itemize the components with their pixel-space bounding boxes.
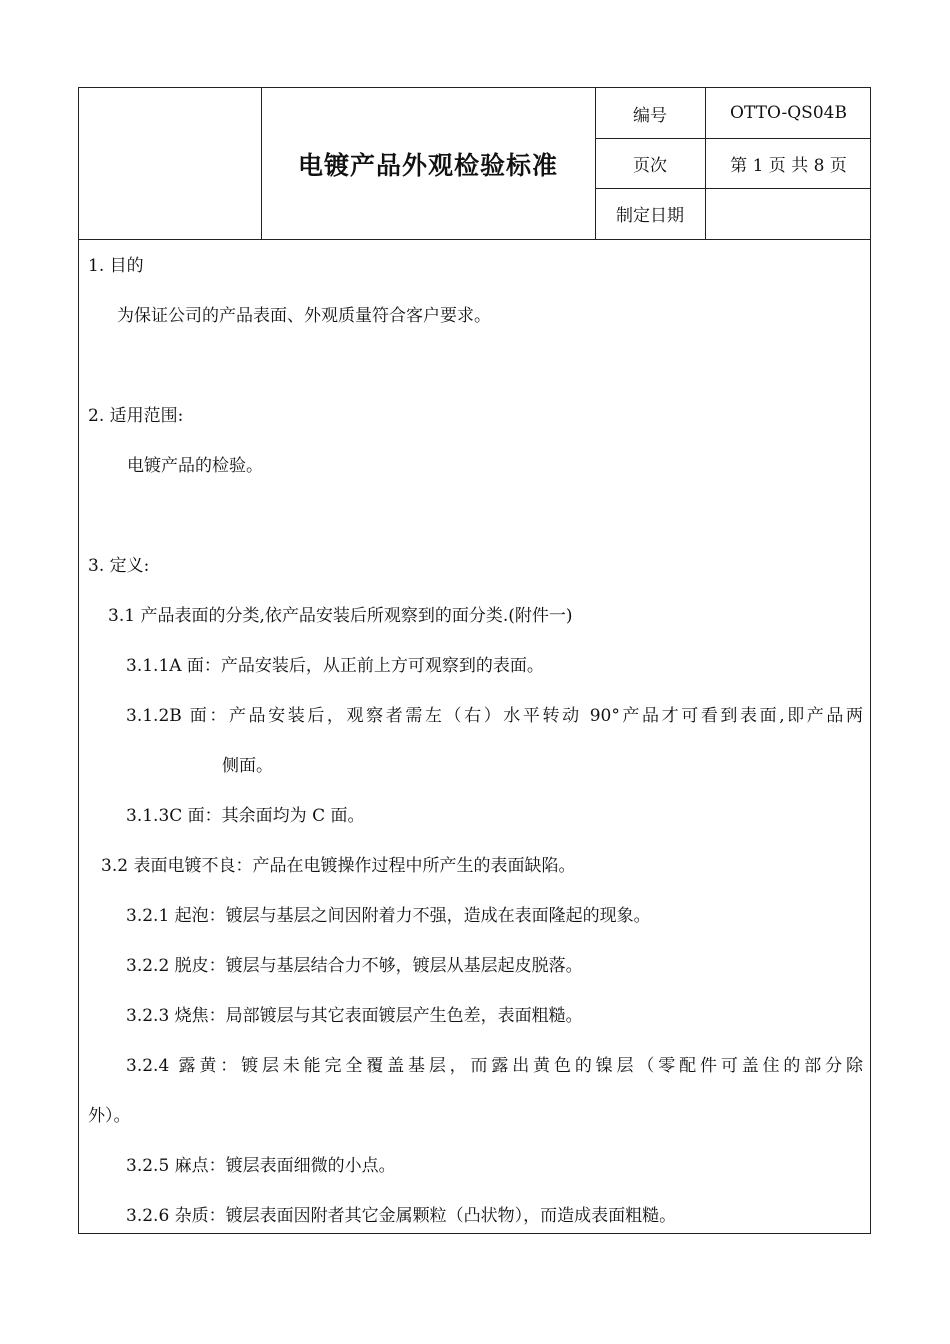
field-label-date: 制定日期 bbox=[616, 206, 684, 226]
section-heading: 2. 适用范围: bbox=[88, 406, 184, 426]
field-label-code: 编号 bbox=[633, 105, 667, 126]
document-body bbox=[79, 240, 870, 1233]
paragraph: 电镀产品的检验。 bbox=[127, 456, 263, 476]
section-heading: 3. 定义: bbox=[88, 556, 150, 576]
paragraph: 为保证公司的产品表面、外观质量符合客户要求。 bbox=[117, 306, 491, 326]
section-heading: 1. 目的 bbox=[88, 256, 144, 276]
definition-item: 3.2.3 烧焦：局部镀层与其它表面镀层产生色差，表面粗糙。 bbox=[126, 1006, 583, 1026]
field-label-page: 页次 bbox=[633, 155, 667, 176]
definition-item: 3.1 产品表面的分类,依产品安装后所观察到的面分类.(附件一) bbox=[108, 606, 573, 626]
definition-item: 3.2.5 麻点：镀层表面细微的小点。 bbox=[126, 1156, 396, 1176]
logo-cell bbox=[79, 88, 261, 239]
definition-item: 3.1.2B 面：产品安装后，观察者需左（右）水平转动 90°产品才可看到表面,即产品两 bbox=[126, 706, 863, 726]
definition-item-continuation: 侧面。 bbox=[222, 756, 273, 776]
field-value-date bbox=[705, 188, 872, 239]
definition-item: 3.1.1A 面：产品安装后，从正前上方可观察到的表面。 bbox=[126, 656, 544, 676]
definition-item: 3.2.6 杂质：镀层表面因附者其它金属颗粒（凸状物），而造成表面粗糙。 bbox=[126, 1206, 677, 1226]
definition-item: 3.2 表面电镀不良：产品在电镀操作过程中所产生的表面缺陷。 bbox=[101, 856, 576, 876]
document-title: 电镀产品外观检验标准 bbox=[297, 150, 558, 180]
definition-item: 3.2.1 起泡：镀层与基层之间因附着力不强，造成在表面隆起的现象。 bbox=[126, 906, 651, 926]
definition-item-continuation: 外）。 bbox=[88, 1106, 131, 1126]
field-value-page: 第 1 页 共 8 页 bbox=[730, 155, 847, 176]
definition-item: 3.2.2 脱皮：镀层与基层结合力不够，镀层从基层起皮脱落。 bbox=[126, 956, 583, 976]
document-frame bbox=[78, 87, 871, 1234]
definition-item: 3.1.3C 面：其余面均为 C 面。 bbox=[126, 806, 365, 826]
definition-item: 3.2.4 露黄：镀层未能完全覆盖基层，而露出黄色的镍层（零配件可盖住的部分除 bbox=[126, 1056, 863, 1076]
document-header bbox=[79, 88, 870, 240]
field-value-code: OTTO-QS04B bbox=[730, 103, 847, 123]
